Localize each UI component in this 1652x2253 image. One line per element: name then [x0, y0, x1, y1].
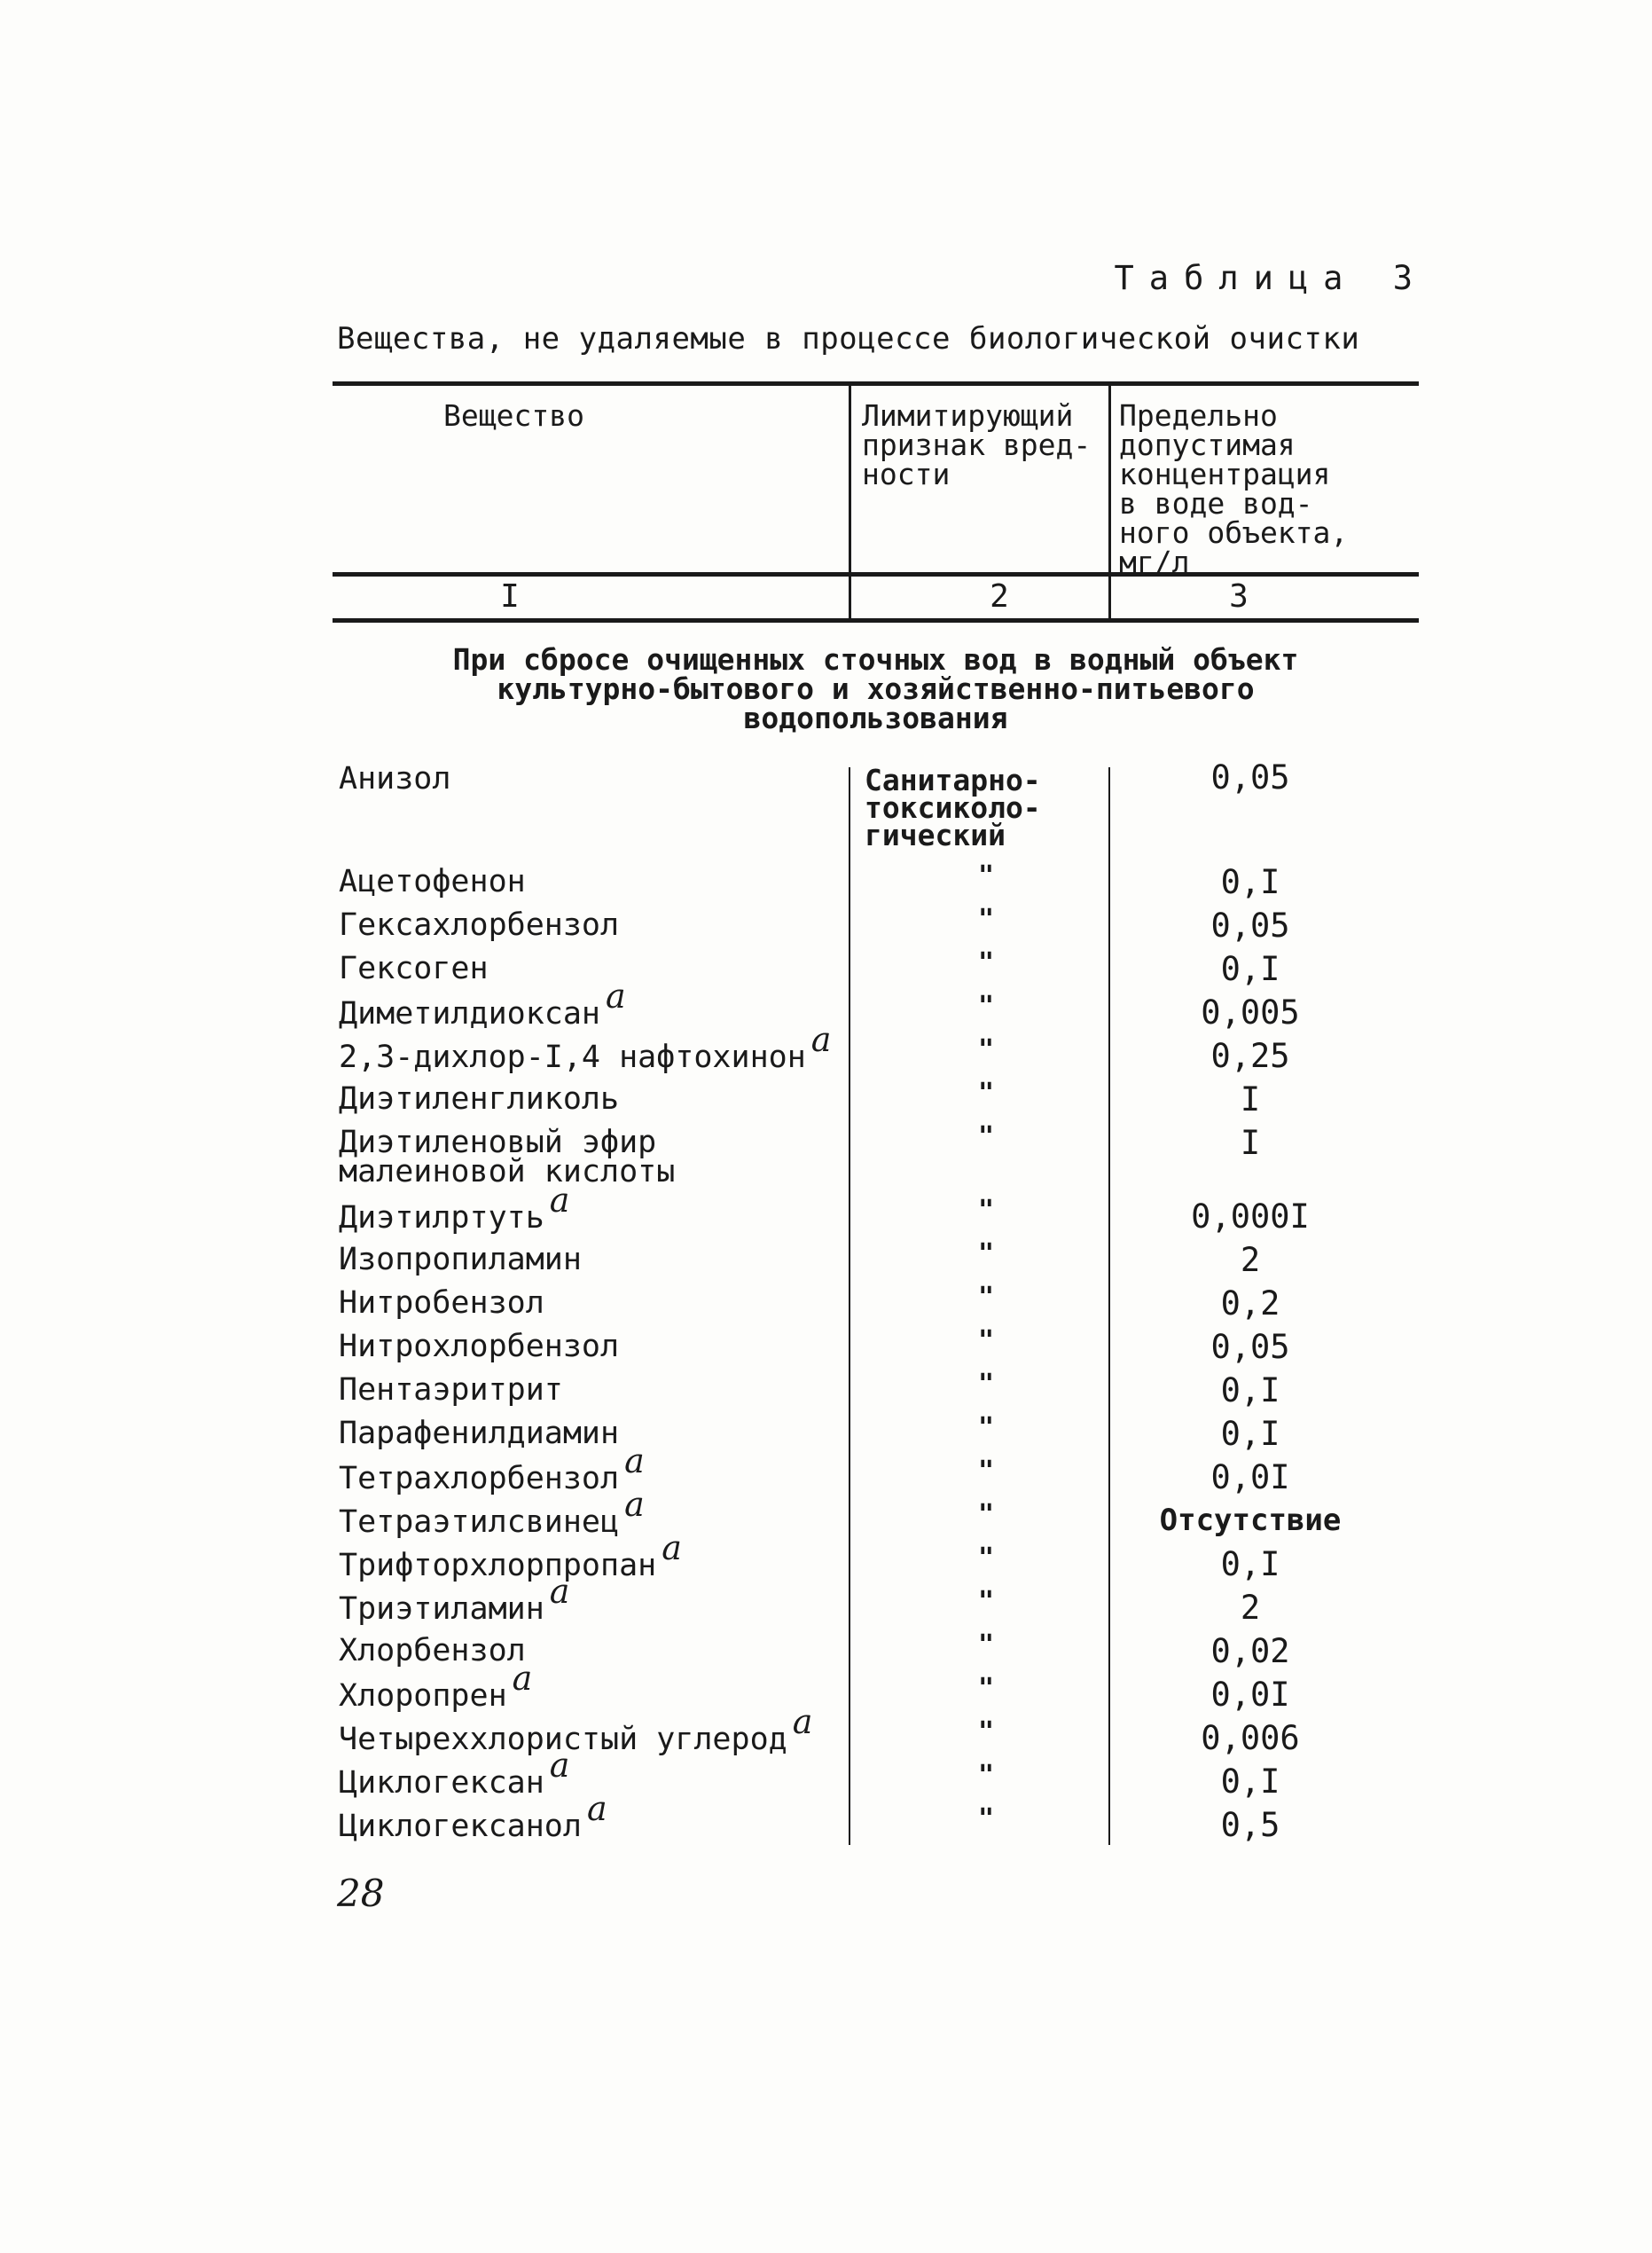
ditto-mark: ": [977, 1412, 995, 1443]
footnote-a-marker: a: [549, 1746, 570, 1785]
ditto-mark: ": [977, 991, 995, 1022]
max-concentration: 0,006: [1201, 1719, 1300, 1757]
ditto-mark: ": [977, 1078, 995, 1109]
substance-name: Нитробензол: [339, 1285, 544, 1321]
table-caption: Вещества, не удаляемые в процессе биологической очистки: [337, 321, 1360, 357]
column-header-concentration: Предельно допустимая концентрация в воде вод- ного объекта, мг/л: [1119, 398, 1349, 579]
column-number-1: I: [500, 578, 520, 615]
footnote-a-marker: a: [624, 1485, 645, 1524]
max-concentration: 0,I: [1220, 1545, 1280, 1583]
header-divider-1: [849, 386, 851, 618]
substance-name: Хлорбензол: [339, 1633, 526, 1668]
footnote-a-marker: a: [792, 1702, 813, 1741]
max-concentration: I: [1240, 1124, 1261, 1162]
column-number-rule: [333, 618, 1419, 623]
substance-name: Диэтиленгликоль: [339, 1081, 620, 1117]
substance-name: Ацетофенон: [339, 864, 526, 899]
ditto-mark: ": [977, 860, 995, 891]
ditto-mark: ": [977, 1195, 995, 1226]
max-concentration: Отсутствие: [1159, 1503, 1342, 1538]
max-concentration: 0,05: [1210, 907, 1290, 945]
column-header-feature: Лимитирующий признак вред- ности: [862, 398, 1092, 491]
ditto-mark: ": [977, 1121, 995, 1152]
substance-name: Диэтилртуть a: [339, 1181, 570, 1236]
footnote-a-marker: a: [586, 1789, 607, 1828]
footnote-a-marker: a: [512, 1659, 533, 1698]
ditto-mark: ": [977, 1282, 995, 1313]
substance-name: Трифторхлорпропан a: [339, 1528, 682, 1583]
substance-name: Пентаэритрит: [339, 1372, 563, 1408]
ditto-mark: ": [977, 1325, 995, 1356]
top-rule: [333, 381, 1419, 386]
substance-name: Хлоропрен a: [339, 1659, 533, 1714]
substance-name: Циклогексан a: [339, 1746, 570, 1801]
column-header-substance: Вещество: [443, 398, 584, 433]
header-divider-2: [1108, 386, 1111, 618]
max-concentration: 0,2: [1220, 1284, 1280, 1323]
substance-name: Нитрохлорбензол: [339, 1329, 620, 1364]
max-concentration: 0,I: [1220, 1762, 1280, 1801]
max-concentration: 0,02: [1210, 1632, 1290, 1670]
max-concentration: 0,05: [1210, 1328, 1290, 1366]
max-concentration: 0,I: [1220, 863, 1280, 901]
footnote-a-marker: a: [549, 1572, 570, 1611]
substance-name: Парафенилдиамин: [339, 1416, 620, 1451]
ditto-mark: ": [977, 1803, 995, 1834]
max-concentration: 0,0I: [1210, 1676, 1290, 1714]
ditto-mark: ": [977, 1238, 995, 1269]
substance-name: Четыреххлористый углерод a: [339, 1702, 813, 1757]
max-concentration: I: [1240, 1080, 1261, 1119]
substance-name: Тетраэтилсвинец a: [339, 1485, 645, 1540]
max-concentration: 2: [1240, 1241, 1261, 1279]
column-number-2: 2: [990, 578, 1009, 615]
substance-name: 2,3-дихлор-I,4 нафтохинон a: [339, 1020, 832, 1075]
ditto-mark: ": [977, 1716, 995, 1747]
footnote-a-marker: a: [606, 977, 626, 1016]
footnote-a-marker: a: [810, 1020, 832, 1059]
limiting-feature: Санитарно- токсиколо- гический: [865, 763, 1041, 852]
max-concentration: 0,I: [1220, 1415, 1280, 1453]
ditto-mark: ": [977, 1456, 995, 1487]
max-concentration: 0,5: [1220, 1806, 1280, 1844]
max-concentration: 0,0I: [1210, 1458, 1290, 1496]
ditto-mark: ": [977, 1499, 995, 1530]
max-concentration: 0,005: [1201, 993, 1300, 1032]
substance-name: Изопропиламин: [339, 1242, 582, 1277]
substance-name: Гексахлорбензол: [339, 907, 620, 943]
footnote-a-marker: a: [624, 1441, 645, 1480]
substance-name: Диэтиленовый эфир малеиновой кислоты: [339, 1125, 676, 1189]
max-concentration: 0,25: [1210, 1037, 1290, 1075]
substance-name: Циклогексанол a: [339, 1789, 607, 1844]
substance-name: Гексоген: [339, 951, 489, 986]
max-concentration: 0,I: [1220, 1371, 1280, 1409]
body-divider-2: [1108, 767, 1110, 1845]
max-concentration: 2: [1240, 1589, 1261, 1627]
section-heading: При сбросе очищенных сточных вод в водный объект культурно-бытового и хозяйственно-питьевого водопользования: [452, 642, 1299, 735]
max-concentration: 0,05: [1210, 758, 1290, 797]
table-label: Таблица 3: [1114, 259, 1428, 297]
ditto-mark: ": [977, 1673, 995, 1704]
substance-name: Диметилдиоксан a: [339, 977, 626, 1032]
ditto-mark: ": [977, 904, 995, 935]
body-divider-1: [849, 767, 850, 1845]
ditto-mark: ": [977, 1760, 995, 1791]
ditto-mark: ": [977, 1629, 995, 1660]
max-concentration: 0,I: [1220, 950, 1280, 988]
max-concentration: 0,000I: [1191, 1197, 1310, 1236]
footnote-a-marker: a: [549, 1181, 570, 1220]
column-number-3: 3: [1229, 578, 1249, 615]
ditto-mark: ": [977, 1034, 995, 1065]
footnote-a-marker: a: [662, 1528, 682, 1567]
ditto-mark: ": [977, 1586, 995, 1617]
substance-name: Триэтиламин a: [339, 1572, 570, 1627]
page-number: 28: [337, 1872, 385, 1915]
ditto-mark: ": [977, 1369, 995, 1400]
ditto-mark: ": [977, 947, 995, 978]
substance-name: Анизол: [339, 761, 451, 797]
ditto-mark: ": [977, 1543, 995, 1574]
substance-name: Тетрахлорбензол a: [339, 1441, 645, 1496]
